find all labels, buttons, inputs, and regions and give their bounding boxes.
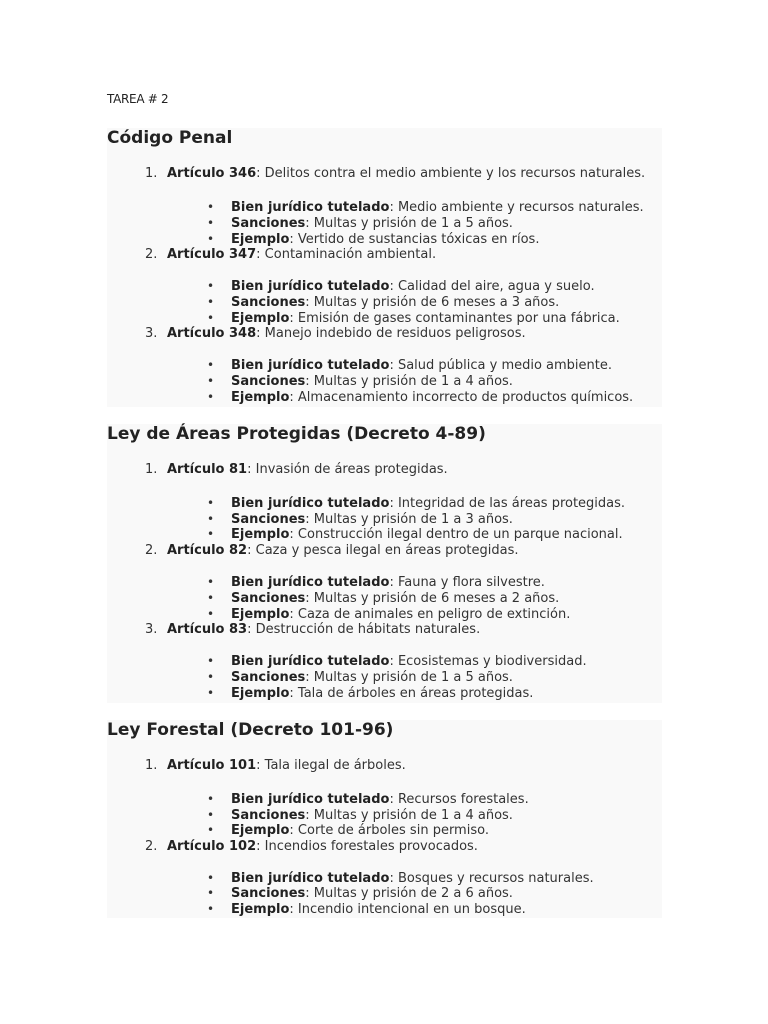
- page-label: TAREA # 2: [107, 92, 169, 106]
- bullet-term: Sanciones: [231, 295, 306, 310]
- list-item-bullet: [207, 823, 489, 838]
- article-description: : Tala ilegal de árboles.: [256, 758, 406, 773]
- bullet-icon: •: [207, 512, 215, 526]
- article-label: Artículo 82: [167, 543, 248, 558]
- bullet-term: Ejemplo: [231, 823, 290, 838]
- bullet-text: : Integridad de las áreas protegidas.: [389, 496, 626, 511]
- bullet-icon: •: [207, 575, 215, 589]
- bullet-term: Bien jurídico tutelado: [231, 358, 390, 373]
- list-number: 2.: [145, 543, 158, 558]
- list-item-article: [145, 622, 480, 637]
- bullet-icon: •: [207, 808, 215, 822]
- bullet-term: Bien jurídico tutelado: [231, 496, 390, 511]
- article-label: Artículo 101: [167, 758, 257, 773]
- bullet-icon: •: [207, 823, 215, 837]
- bullet-text: : Multas y prisión de 1 a 4 años.: [305, 808, 513, 823]
- list-item-article: [145, 326, 526, 341]
- list-item-article: [145, 839, 478, 854]
- bullet-text: : Recursos forestales.: [389, 792, 529, 807]
- bullet-term: Sanciones: [231, 374, 306, 389]
- bullet-text: : Tala de árboles en áreas protegidas.: [289, 686, 534, 701]
- article-description: : Caza y pesca ilegal en áreas protegidas.: [247, 543, 519, 558]
- article-description: : Contaminación ambiental.: [256, 247, 437, 262]
- bullet-icon: •: [207, 311, 215, 325]
- bullet-text: : Calidad del aire, agua y suelo.: [389, 279, 595, 294]
- article-description: : Invasión de áreas protegidas.: [247, 462, 448, 477]
- list-item-bullet: [207, 886, 513, 901]
- list-item-bullet: [207, 496, 625, 511]
- bullet-icon: •: [207, 607, 215, 621]
- bullet-icon: •: [207, 374, 215, 388]
- bullet-text: : Bosques y recursos naturales.: [389, 871, 594, 886]
- list-number: 2.: [145, 247, 158, 262]
- list-item-article: [145, 462, 448, 477]
- bullet-text: : Almacenamiento incorrecto de productos químicos.: [289, 390, 634, 405]
- bullet-icon: •: [207, 279, 215, 293]
- bullet-text: : Vertido de sustancias tóxicas en ríos.: [289, 232, 540, 247]
- list-item-bullet: [207, 200, 644, 215]
- article-label: Artículo 102: [167, 839, 257, 854]
- bullet-icon: •: [207, 886, 215, 900]
- section-title: Ley de Áreas Protegidas (Decreto 4-89): [107, 424, 486, 444]
- bullet-icon: •: [207, 390, 215, 404]
- list-item-bullet: [207, 575, 545, 590]
- article-label: Artículo 348: [167, 326, 257, 341]
- bullet-term: Bien jurídico tutelado: [231, 654, 390, 669]
- list-item-bullet: [207, 591, 559, 606]
- list-number: 1.: [145, 758, 158, 773]
- list-item-bullet: [207, 311, 620, 326]
- article-description: : Manejo indebido de residuos peligrosos.: [256, 326, 526, 341]
- list-item-article: [145, 247, 436, 262]
- list-item-bullet: [207, 390, 633, 405]
- article-label: Artículo 81: [167, 462, 248, 477]
- bullet-icon: •: [207, 871, 215, 885]
- bullet-text: : Salud pública y medio ambiente.: [389, 358, 613, 373]
- bullet-icon: •: [207, 670, 215, 684]
- section-title: Código Penal: [107, 128, 233, 148]
- bullet-icon: •: [207, 232, 215, 246]
- bullet-icon: •: [207, 200, 215, 214]
- list-item-bullet: [207, 670, 513, 685]
- list-item-bullet: [207, 686, 533, 701]
- list-number: 1.: [145, 166, 158, 181]
- bullet-text: : Corte de árboles sin permiso.: [289, 823, 489, 838]
- bullet-term: Ejemplo: [231, 607, 290, 622]
- list-item-bullet: [207, 871, 594, 886]
- bullet-term: Ejemplo: [231, 902, 290, 917]
- bullet-term: Bien jurídico tutelado: [231, 871, 390, 886]
- list-item-bullet: [207, 295, 559, 310]
- bullet-text: : Multas y prisión de 6 meses a 3 años.: [305, 295, 560, 310]
- bullet-text: : Multas y prisión de 6 meses a 2 años.: [305, 591, 560, 606]
- bullet-term: Sanciones: [231, 808, 306, 823]
- bullet-text: : Multas y prisión de 1 a 5 años.: [305, 216, 513, 231]
- bullet-icon: •: [207, 654, 215, 668]
- list-item-article: [145, 543, 518, 558]
- bullet-term: Sanciones: [231, 591, 306, 606]
- list-number: 1.: [145, 462, 158, 477]
- bullet-text: : Incendio intencional en un bosque.: [289, 902, 526, 917]
- bullet-term: Ejemplo: [231, 390, 290, 405]
- list-item-bullet: [207, 232, 539, 247]
- list-item-article: [145, 166, 645, 181]
- bullet-icon: •: [207, 686, 215, 700]
- bullet-icon: •: [207, 496, 215, 510]
- bullet-text: : Emisión de gases contaminantes por una fábrica.: [289, 311, 620, 326]
- list-number: 3.: [145, 326, 158, 341]
- list-item-bullet: [207, 279, 595, 294]
- article-description: : Delitos contra el medio ambiente y los recursos naturales.: [256, 166, 646, 181]
- bullet-term: Sanciones: [231, 512, 306, 527]
- list-item-bullet: [207, 607, 570, 622]
- list-item-bullet: [207, 902, 526, 917]
- bullet-text: : Multas y prisión de 1 a 4 años.: [305, 374, 513, 389]
- bullet-term: Bien jurídico tutelado: [231, 575, 390, 590]
- bullet-term: Bien jurídico tutelado: [231, 792, 390, 807]
- list-item-bullet: [207, 374, 513, 389]
- list-item-bullet: [207, 792, 529, 807]
- list-number: 2.: [145, 839, 158, 854]
- list-item-bullet: [207, 358, 612, 373]
- bullet-icon: •: [207, 358, 215, 372]
- bullet-text: : Multas y prisión de 1 a 5 años.: [305, 670, 513, 685]
- list-number: 3.: [145, 622, 158, 637]
- bullet-icon: •: [207, 792, 215, 806]
- bullet-text: : Fauna y flora silvestre.: [389, 575, 545, 590]
- bullet-icon: •: [207, 216, 215, 230]
- article-label: Artículo 347: [167, 247, 257, 262]
- bullet-term: Sanciones: [231, 216, 306, 231]
- article-label: Artículo 346: [167, 166, 257, 181]
- list-item-bullet: [207, 216, 513, 231]
- bullet-term: Ejemplo: [231, 311, 290, 326]
- bullet-icon: •: [207, 591, 215, 605]
- article-description: : Incendios forestales provocados.: [256, 839, 478, 854]
- bullet-text: : Multas y prisión de 1 a 3 años.: [305, 512, 513, 527]
- bullet-term: Ejemplo: [231, 686, 290, 701]
- section-title: Ley Forestal (Decreto 101-96): [107, 720, 394, 740]
- bullet-term: Sanciones: [231, 886, 306, 901]
- list-item-bullet: [207, 512, 513, 527]
- bullet-icon: •: [207, 902, 215, 916]
- bullet-text: : Medio ambiente y recursos naturales.: [389, 200, 644, 215]
- bullet-term: Sanciones: [231, 670, 306, 685]
- bullet-icon: •: [207, 295, 215, 309]
- bullet-text: : Caza de animales en peligro de extinción.: [289, 607, 571, 622]
- bullet-text: : Multas y prisión de 2 a 6 años.: [305, 886, 513, 901]
- list-item-bullet: [207, 808, 513, 823]
- bullet-icon: •: [207, 527, 215, 541]
- article-description: : Destrucción de hábitats naturales.: [247, 622, 481, 637]
- bullet-term: Bien jurídico tutelado: [231, 200, 390, 215]
- list-item-bullet: [207, 654, 587, 669]
- bullet-term: Ejemplo: [231, 232, 290, 247]
- bullet-term: Ejemplo: [231, 527, 290, 542]
- bullet-text: : Ecosistemas y biodiversidad.: [389, 654, 587, 669]
- list-item-bullet: [207, 527, 623, 542]
- bullet-text: : Construcción ilegal dentro de un parque nacional.: [289, 527, 623, 542]
- bullet-term: Bien jurídico tutelado: [231, 279, 390, 294]
- article-label: Artículo 83: [167, 622, 248, 637]
- list-item-article: [145, 758, 406, 773]
